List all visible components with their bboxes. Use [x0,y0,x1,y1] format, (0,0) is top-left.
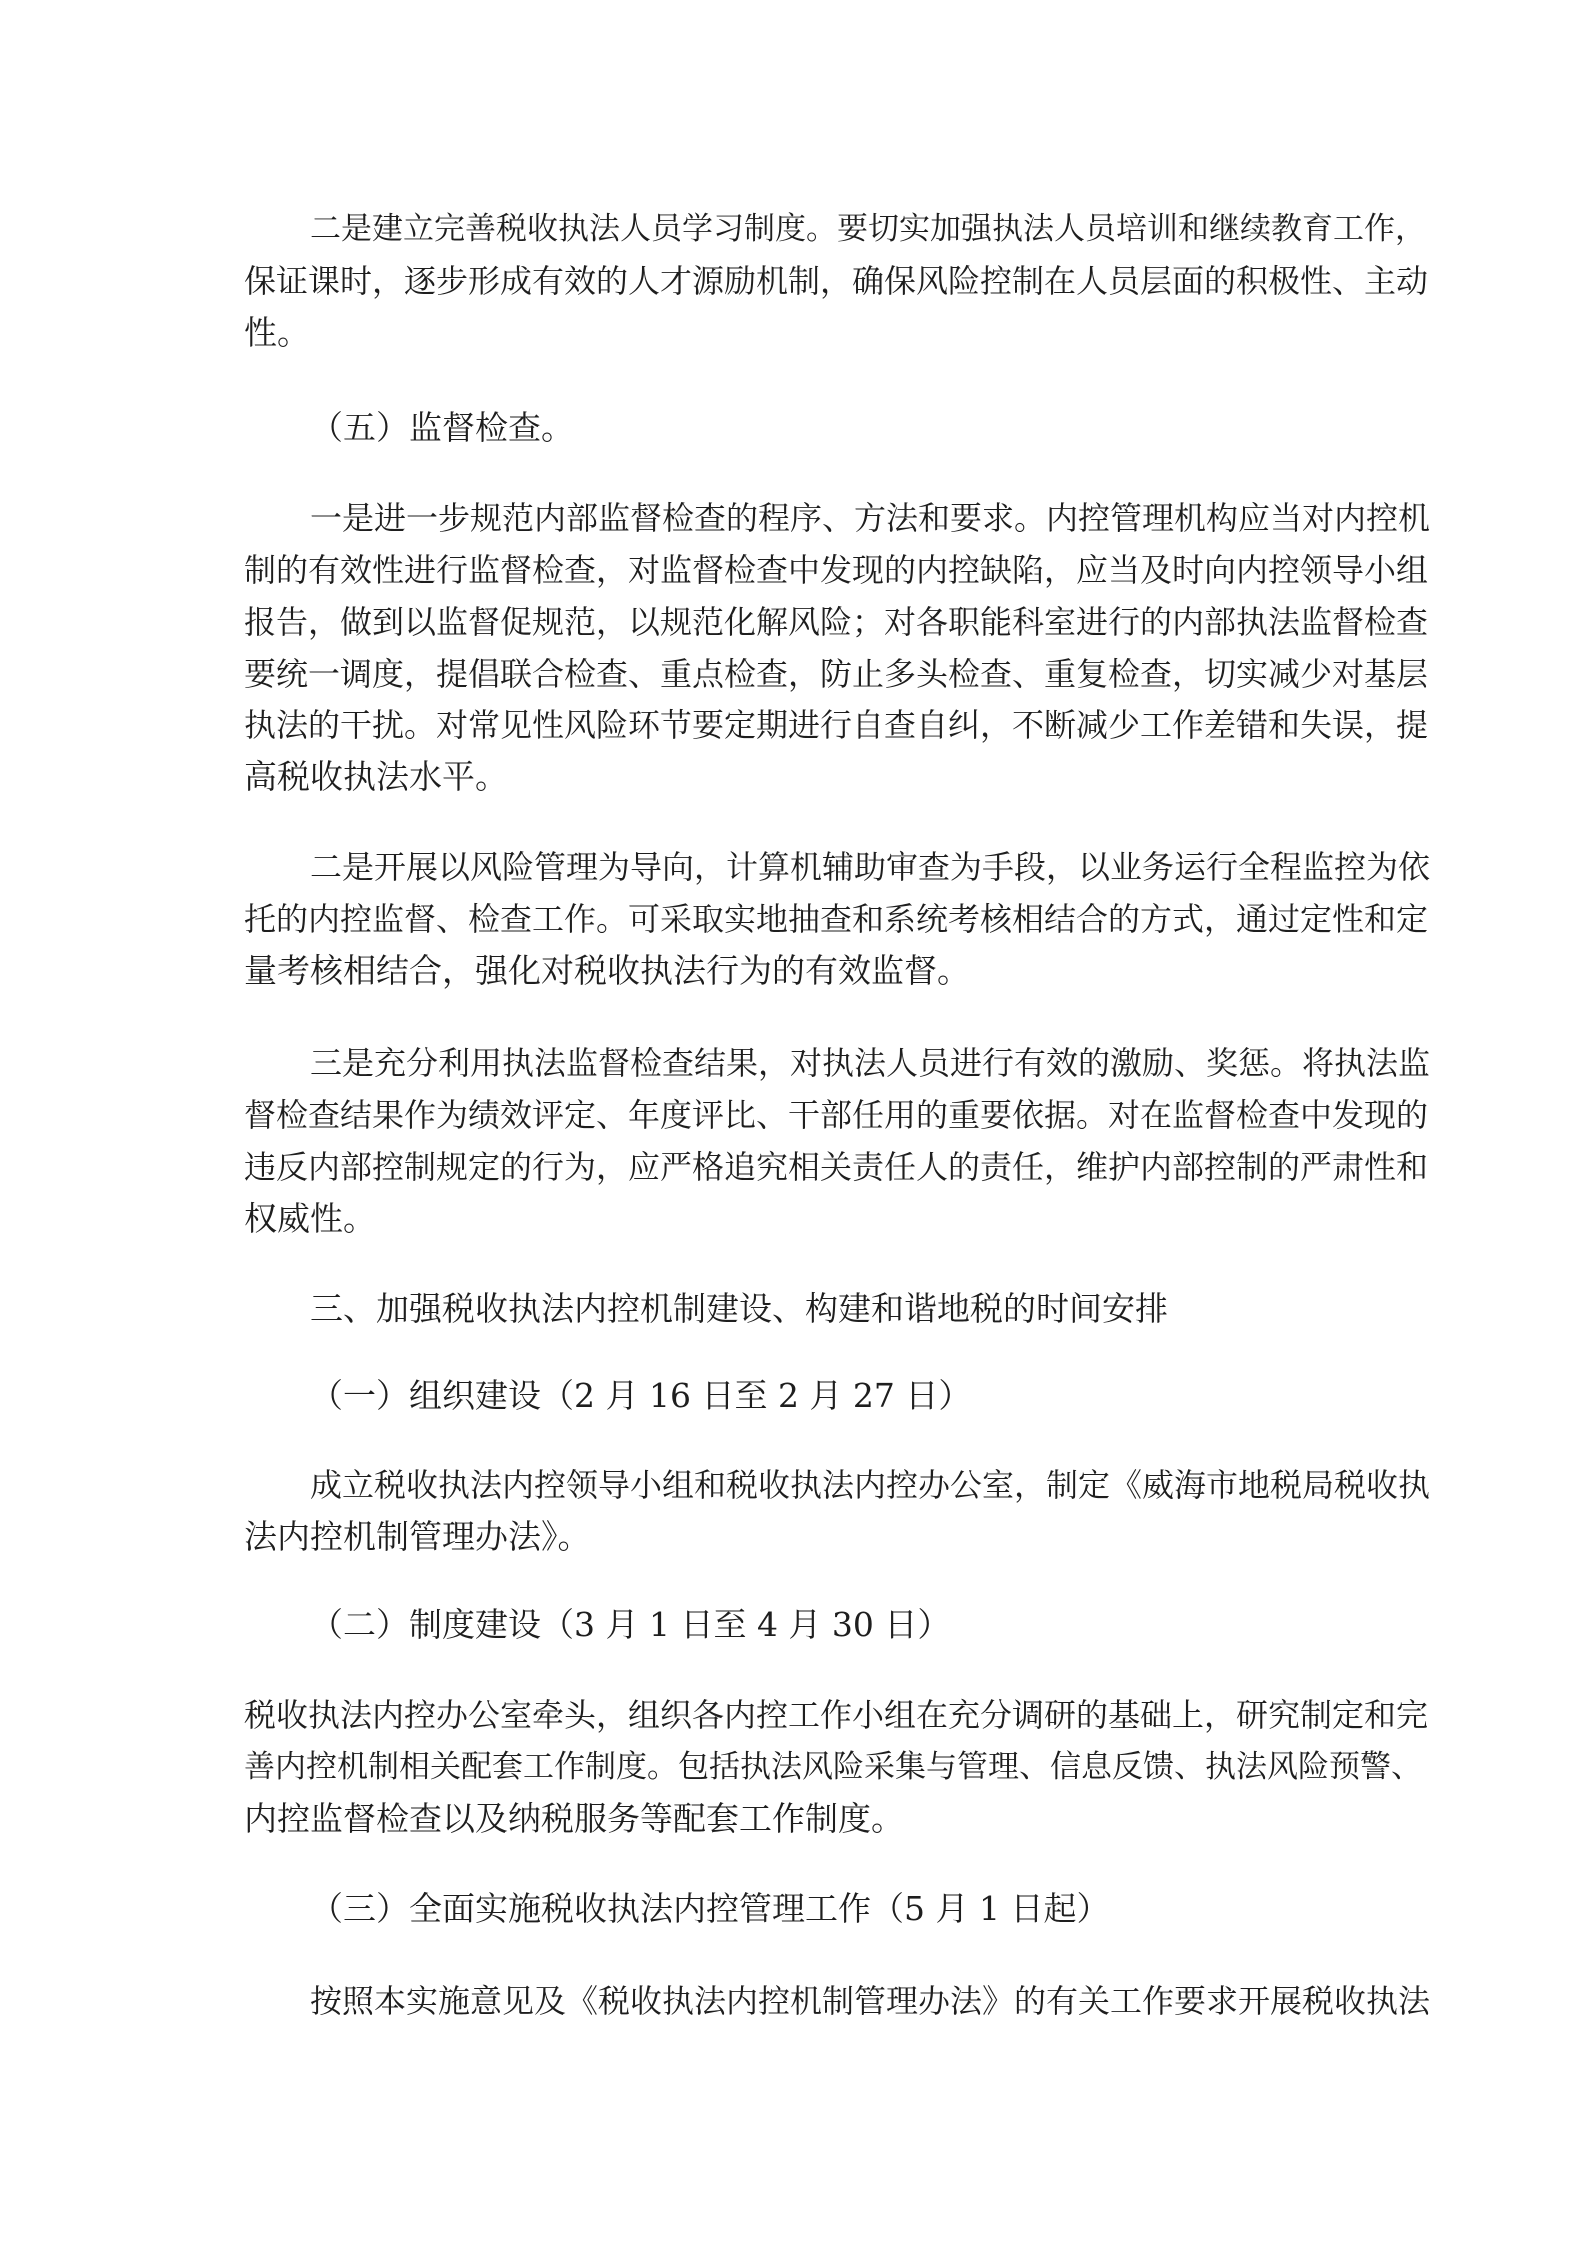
section-heading: （一）组织建设（2 月 16 日至 2 月 27 日） [310,1376,972,1415]
section-heading: （三）全面实施税收执法内控管理工作（5 月 1 日起） [310,1889,1110,1928]
text-line: 三是充分利用执法监督检查结果，对执法人员进行有效的激励、奖惩。将执法监 [310,1044,1431,1082]
text-line: 内控监督检查以及纳税服务等配套工作制度。 [244,1799,904,1838]
section-heading: （二）制度建设（3 月 1 日至 4 月 30 日） [310,1605,951,1644]
text-line: 二是建立完善税收执法人员学习制度。要切实加强执法人员培训和继续教育工作， [310,211,1426,247]
text-line: 要统一调度，提倡联合检查、重点检查，防止多头检查、重复检查，切实减少对基层 [244,655,1429,693]
text-line: 性。 [244,313,310,352]
text-line: 保证课时，逐步形成有效的人才源励机制，确保风险控制在人员层面的积极性、主动 [244,262,1429,300]
text-line: 二是开展以风险管理为导向，计算机辅助审查为手段，以业务运行全程监控为依 [310,848,1431,886]
text-line: 法内控机制管理办法》。 [244,1517,591,1556]
text-line: 高税收执法水平。 [244,757,508,796]
text-line: 善内控机制相关配套工作制度。包括执法风险采集与管理、信息反馈、执法风险预警、 [244,1749,1422,1785]
text-line: 托的内控监督、检查工作。可采取实地抽查和系统考核相结合的方式，通过定性和定 [244,900,1429,938]
text-line: 税收执法内控办公室牵头，组织各内控工作小组在充分调研的基础上，研究制定和完 [244,1696,1429,1734]
section-heading: （五）监督检查。 [310,408,574,447]
text-line: 成立税收执法内控领导小组和税收执法内控办公室，制定《威海市地税局税收执 [310,1466,1431,1504]
text-line: 权威性。 [244,1199,376,1238]
text-line: 执法的干扰。对常见性风险环节要定期进行自查自纠，不断减少工作差错和失误，提 [244,706,1429,744]
text-line: 量考核相结合，强化对税收执法行为的有效监督。 [244,951,970,990]
section-heading: 三、加强税收执法内控机制建设、构建和谐地税的时间安排 [310,1289,1168,1328]
text-line: 制的有效性进行监督检查，对监督检查中发现的内控缺陷，应当及时向内控领导小组 [244,551,1429,589]
text-line: 一是进一步规范内部监督检查的程序、方法和要求。内控管理机构应当对内控机 [310,499,1431,537]
text-line: 按照本实施意见及《税收执法内控机制管理办法》的有关工作要求开展税收执法 [310,1982,1431,2020]
text-line: 督检查结果作为绩效评定、年度评比、干部任用的重要依据。对在监督检查中发现的 [244,1096,1429,1134]
text-line: 违反内部控制规定的行为，应严格追究相关责任人的责任，维护内部控制的严肃性和 [244,1148,1429,1186]
text-line: 报告，做到以监督促规范，以规范化解风险；对各职能科室进行的内部执法监督检查 [244,603,1429,641]
